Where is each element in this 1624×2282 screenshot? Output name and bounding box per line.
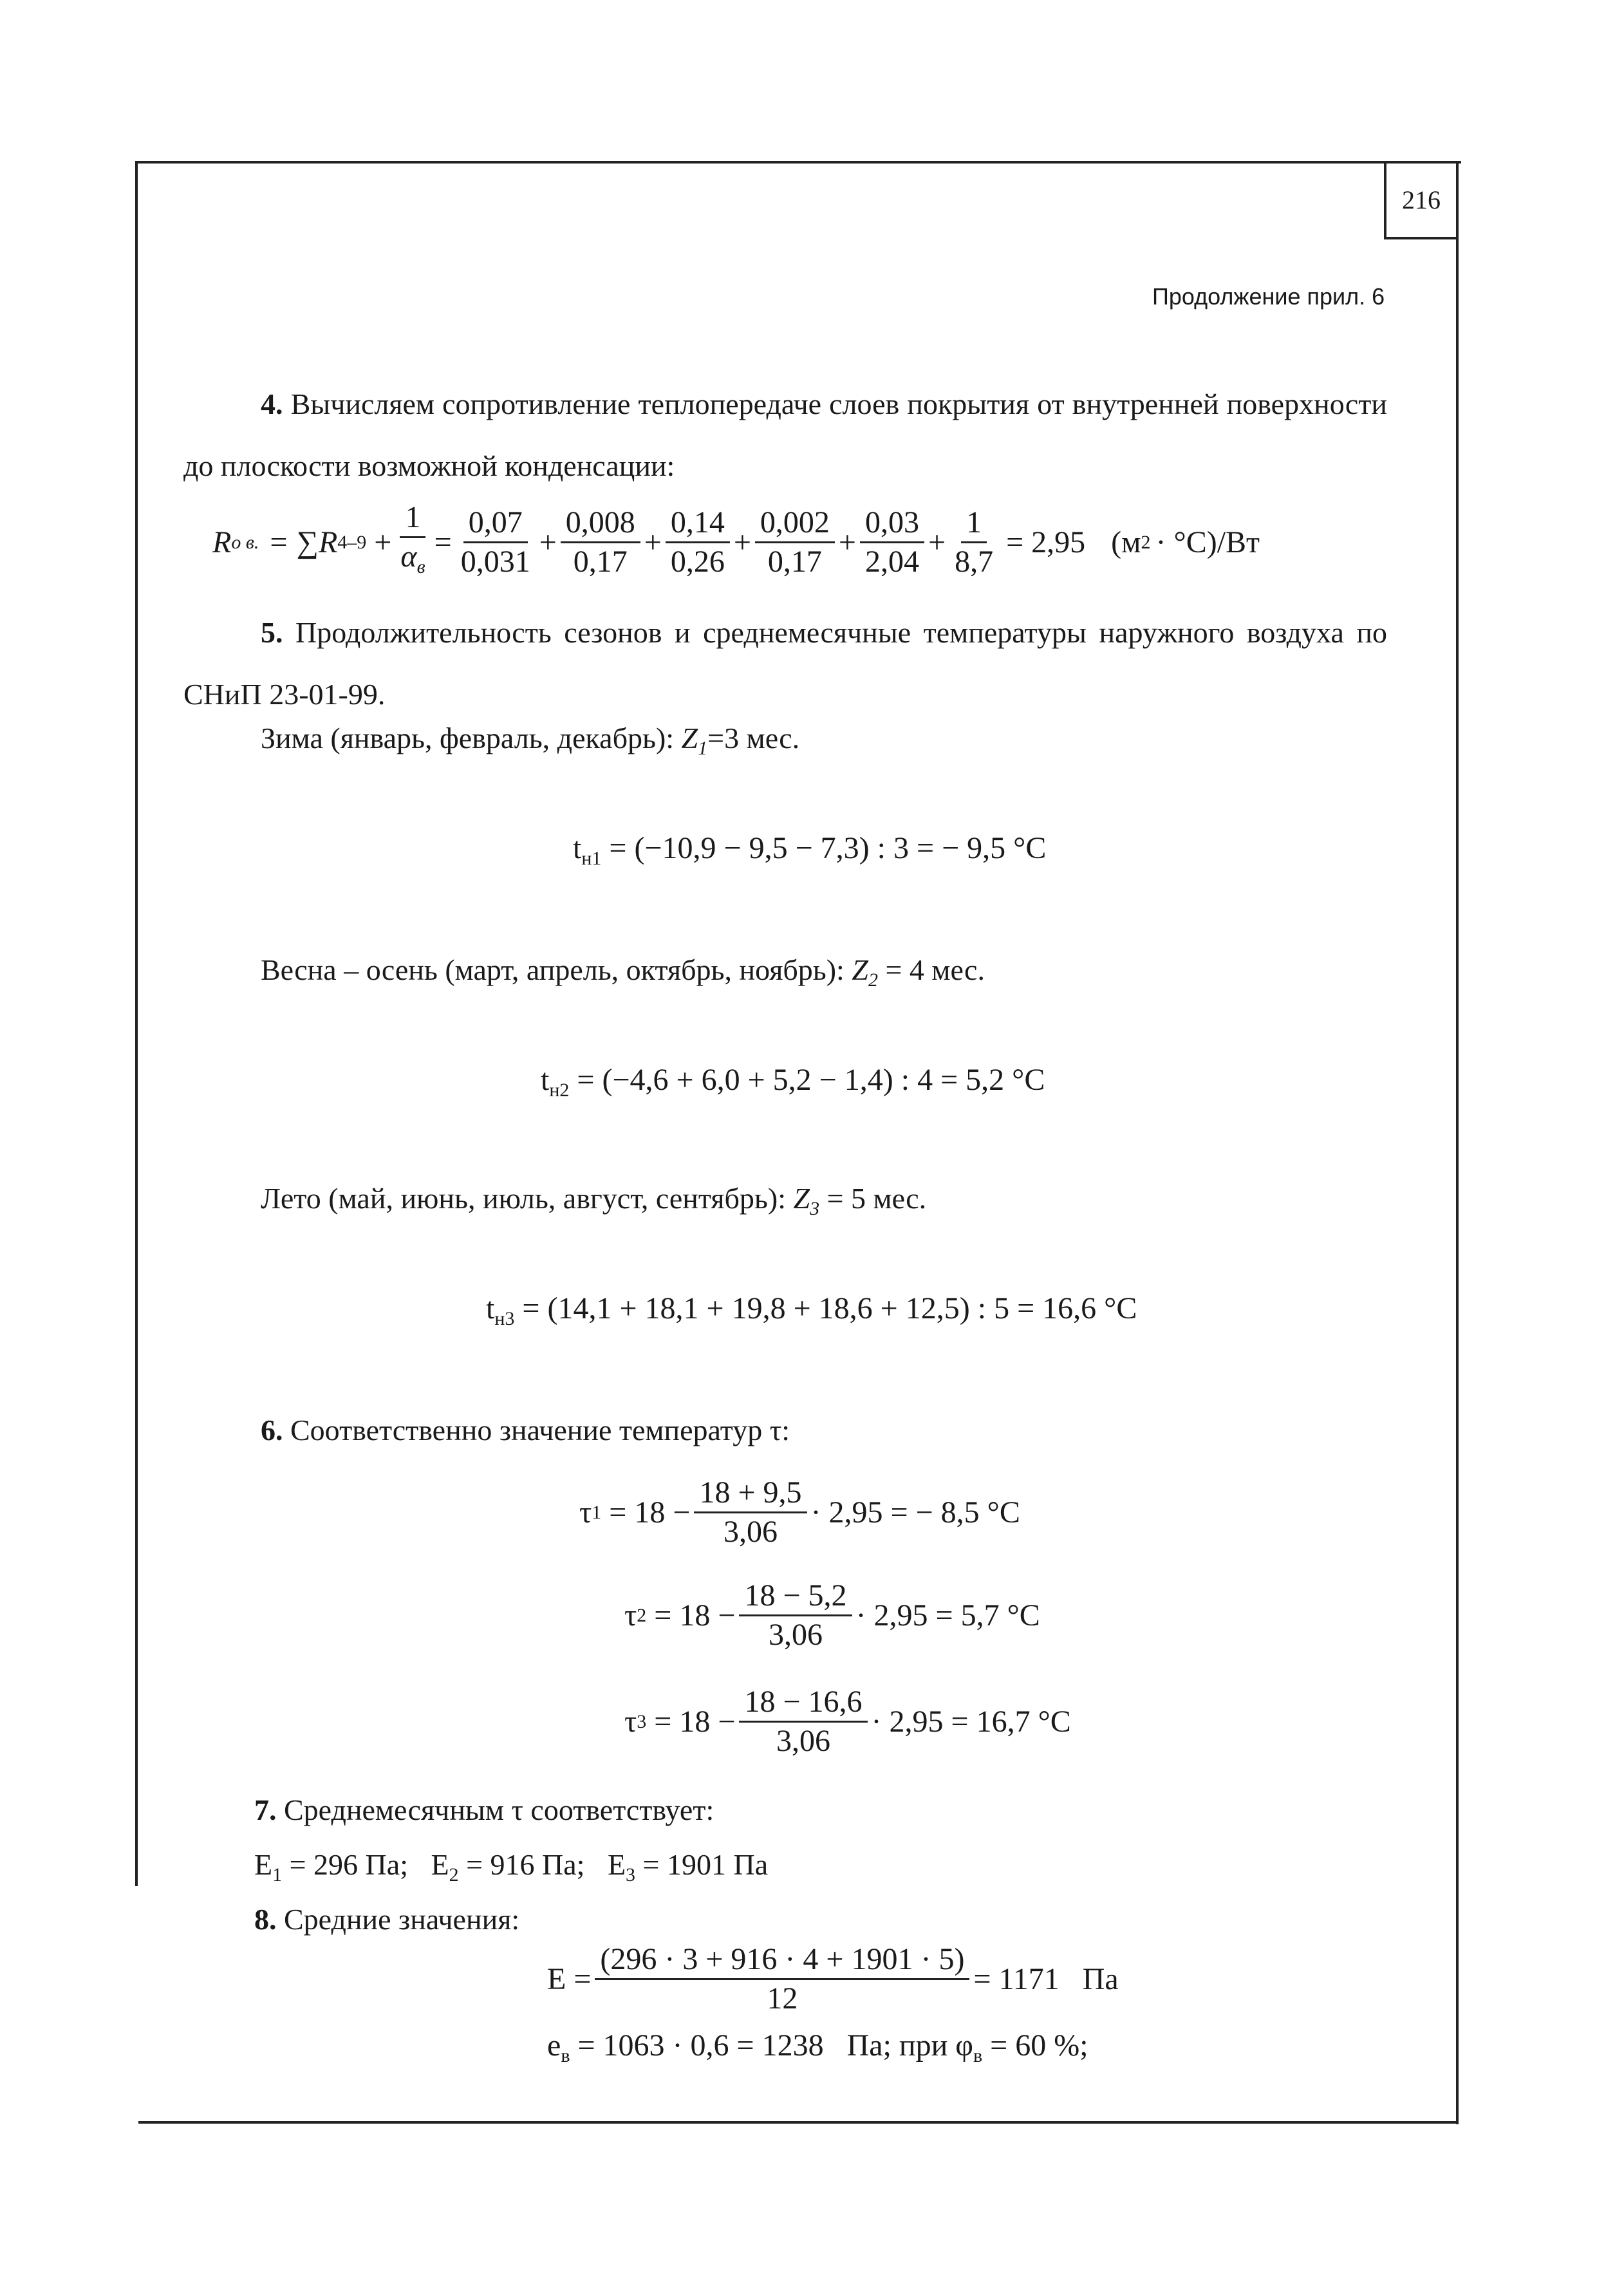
sum-subscript: 4–9 xyxy=(337,531,367,553)
mean-e-lhs: E = xyxy=(547,1962,592,1996)
z-symbol: Z xyxy=(681,722,698,754)
fraction-layer-4 xyxy=(755,504,835,581)
fraction-numerator: 0,03 xyxy=(860,504,924,543)
tau-symbol: τ xyxy=(624,1705,637,1739)
t2-equation xyxy=(541,1062,1045,1101)
fraction-denominator: 0,17 xyxy=(767,545,822,579)
plus-sign: + xyxy=(374,525,392,559)
fraction-denominator: 3,06 xyxy=(768,1618,823,1652)
fraction-numerator: 0,008 xyxy=(561,504,640,543)
section-7-text: Среднемесячным τ соответствует: xyxy=(284,1793,714,1826)
tau-subscript: 1 xyxy=(592,1501,602,1523)
e3-subscript: 3 xyxy=(626,1864,636,1885)
unit-superscript: 2 xyxy=(1141,531,1151,553)
t3-equation xyxy=(486,1291,1137,1330)
spring-label: Весна – осень (март, апрель, октябрь, ноябрь): xyxy=(261,953,852,986)
plus-sign: + xyxy=(733,525,751,559)
fraction-denominator: 8,7 xyxy=(955,545,994,579)
tau2-fraction xyxy=(739,1577,852,1654)
e3-value: = 1901 Па xyxy=(635,1848,769,1881)
mean-e-result: = 1171 Па xyxy=(973,1962,1119,1996)
fraction-denominator: 12 xyxy=(767,1981,798,2015)
tau3-fraction xyxy=(739,1683,867,1760)
page-frame-right xyxy=(1456,161,1459,2124)
section-5-paragraph xyxy=(183,602,1387,725)
tau1-prefix: = 18 − xyxy=(609,1495,691,1529)
t1-equation xyxy=(573,830,1046,870)
tau1-fraction xyxy=(694,1474,807,1551)
z-subscript: 2 xyxy=(868,969,878,991)
plus-sign: + xyxy=(838,525,856,559)
tau1-result: · 2,95 = − 8,5 °С xyxy=(810,1495,1020,1529)
summer-line xyxy=(261,1181,926,1220)
fraction-denominator: 0,17 xyxy=(573,545,628,579)
section-8-line xyxy=(254,1902,519,1936)
section-4-paragraph xyxy=(183,373,1387,497)
fraction-denominator: 3,06 xyxy=(723,1515,778,1549)
t-symbol: t xyxy=(573,831,582,865)
resistance-result: = 2,95 xyxy=(1006,525,1086,559)
e-symbol: e xyxy=(547,2028,561,2062)
tau3-equation xyxy=(624,1683,1071,1760)
vapor-pressure-expression: = 1063 · 0,6 = 1238 Па; при φ xyxy=(570,2028,973,2062)
spring-autumn-line xyxy=(261,953,985,991)
section-6-line xyxy=(261,1413,790,1447)
e2-subscript: 2 xyxy=(449,1864,459,1885)
t3-expression: = (14,1 + 18,1 + 19,8 + 18,6 + 12,5) : 5 = 16,6 °С xyxy=(522,1291,1137,1325)
t1-expression: = (−10,9 − 9,5 − 7,3) : 3 = − 9,5 °С xyxy=(609,831,1047,865)
alpha-symbol: α xyxy=(400,539,417,574)
tau-subscript: 2 xyxy=(637,1604,647,1626)
tau2-result: · 2,95 = 5,7 °С xyxy=(855,1598,1040,1632)
z-symbol: Z xyxy=(852,953,868,986)
e3-symbol: E xyxy=(607,1848,626,1881)
section-7-line xyxy=(254,1793,714,1827)
e1-symbol: E xyxy=(254,1848,273,1881)
fraction-denominator: 3,06 xyxy=(776,1724,830,1758)
t2-expression: = (−4,6 + 6,0 + 5,2 − 1,4) : 4 = 5,2 °С xyxy=(577,1063,1045,1097)
tau-symbol: τ xyxy=(624,1598,637,1632)
vapor-pressure-equation xyxy=(547,2028,1088,2067)
e1-subscript: 1 xyxy=(272,1864,283,1885)
fraction-layer-3 xyxy=(666,504,730,581)
fraction-numerator: 0,14 xyxy=(666,504,730,543)
page-number: 216 xyxy=(1384,162,1456,239)
winter-label: Зима (январь, февраль, декабрь): xyxy=(261,722,682,754)
tau3-prefix: = 18 − xyxy=(654,1705,736,1739)
e1-value: = 296 Па; xyxy=(282,1848,408,1881)
r-subscript: о в. xyxy=(231,531,259,553)
section-8-number: 8. xyxy=(254,1903,277,1936)
r-symbol: R xyxy=(212,525,232,559)
e-subscript: в xyxy=(561,2045,570,2066)
t-symbol: t xyxy=(486,1291,495,1325)
summer-duration: = 5 мес. xyxy=(819,1182,927,1215)
fraction-denominator: 0,26 xyxy=(670,545,725,579)
mean-e-fraction xyxy=(595,1941,969,2017)
fraction-layer-6 xyxy=(949,504,998,581)
winter-line xyxy=(261,721,799,760)
fraction-denominator: 0,031 xyxy=(460,545,530,579)
page-frame-left xyxy=(135,161,138,1886)
appendix-continuation-heading: Продолжение прил. 6 xyxy=(1152,283,1385,310)
fraction-denominator: 2,04 xyxy=(865,545,919,579)
mean-pressure-equation xyxy=(547,1941,1119,2017)
section-7-number: 7. xyxy=(254,1793,277,1826)
alpha-subscript: в xyxy=(416,556,425,577)
fraction-numerator: 18 + 9,5 xyxy=(694,1474,807,1513)
tau3-result: · 2,95 = 16,7 °С xyxy=(871,1705,1071,1739)
section-5-text: Продолжительность сезонов и среднемесячные температуры наружного воздуха по СНиП 23-01-99. xyxy=(183,616,1387,711)
unit-part-a: (м xyxy=(1111,525,1141,559)
e2-symbol: E xyxy=(431,1848,449,1881)
section-4-number: 4. xyxy=(261,388,283,420)
plus-sign: + xyxy=(928,525,946,559)
z-symbol: Z xyxy=(793,1182,810,1215)
fraction-denominator xyxy=(395,538,430,586)
saturation-pressure-line xyxy=(254,1847,768,1886)
tau2-equation xyxy=(624,1577,1040,1654)
tau2-prefix: = 18 − xyxy=(654,1598,736,1632)
equals-sign: = xyxy=(434,525,452,559)
section-6-number: 6. xyxy=(261,1414,283,1446)
section-5-number: 5. xyxy=(261,616,283,649)
z-subscript: 1 xyxy=(698,738,708,759)
section-4-text: Вычисляем сопротивление теплопередаче слоев покрытия от внутренней поверхности до плоскости возможной конденсации: xyxy=(183,388,1387,482)
t-subscript: н2 xyxy=(549,1080,570,1101)
fraction-alpha xyxy=(395,499,430,586)
spring-duration: = 4 мес. xyxy=(877,953,985,986)
fraction-numerator: 18 − 5,2 xyxy=(739,1577,852,1616)
phi-subscript: в xyxy=(973,2045,983,2066)
page-frame-top xyxy=(135,161,1461,164)
tau1-equation xyxy=(579,1474,1020,1551)
fraction-layer-1 xyxy=(456,504,536,581)
plus-sign: + xyxy=(644,525,662,559)
unit-part-b: · °С)/Вт xyxy=(1155,525,1260,559)
plus-sign: + xyxy=(539,525,557,559)
t-subscript: н1 xyxy=(581,848,602,869)
page-frame-bottom xyxy=(138,2121,1458,2124)
tau-subscript: 3 xyxy=(637,1710,647,1732)
fraction-numerator: (296 · 3 + 916 · 4 + 1901 · 5) xyxy=(595,1941,969,1980)
t-subscript: н3 xyxy=(494,1308,515,1329)
e2-value: = 916 Па; xyxy=(458,1848,585,1881)
thermal-resistance-equation xyxy=(212,499,1260,586)
section-6-text: Соответственно значение температур τ: xyxy=(290,1414,790,1446)
fraction-numerator: 1 xyxy=(400,499,425,538)
section-8-text: Средние значения: xyxy=(284,1903,520,1936)
summer-label: Лето (май, июнь, июль, август, сентябрь): xyxy=(261,1182,794,1215)
fraction-layer-5 xyxy=(860,504,924,581)
sum-symbol: = ∑R xyxy=(268,525,338,559)
humidity-value: = 60 %; xyxy=(982,2028,1088,2062)
fraction-numerator: 18 − 16,6 xyxy=(739,1683,867,1723)
tau-symbol: τ xyxy=(579,1495,592,1529)
fraction-numerator: 1 xyxy=(961,504,987,543)
fraction-numerator: 0,07 xyxy=(463,504,528,543)
fraction-layer-2 xyxy=(561,504,640,581)
z-subscript: 3 xyxy=(810,1198,820,1219)
fraction-numerator: 0,002 xyxy=(755,504,835,543)
t-symbol: t xyxy=(541,1063,550,1097)
winter-duration: =3 мес. xyxy=(707,722,800,754)
